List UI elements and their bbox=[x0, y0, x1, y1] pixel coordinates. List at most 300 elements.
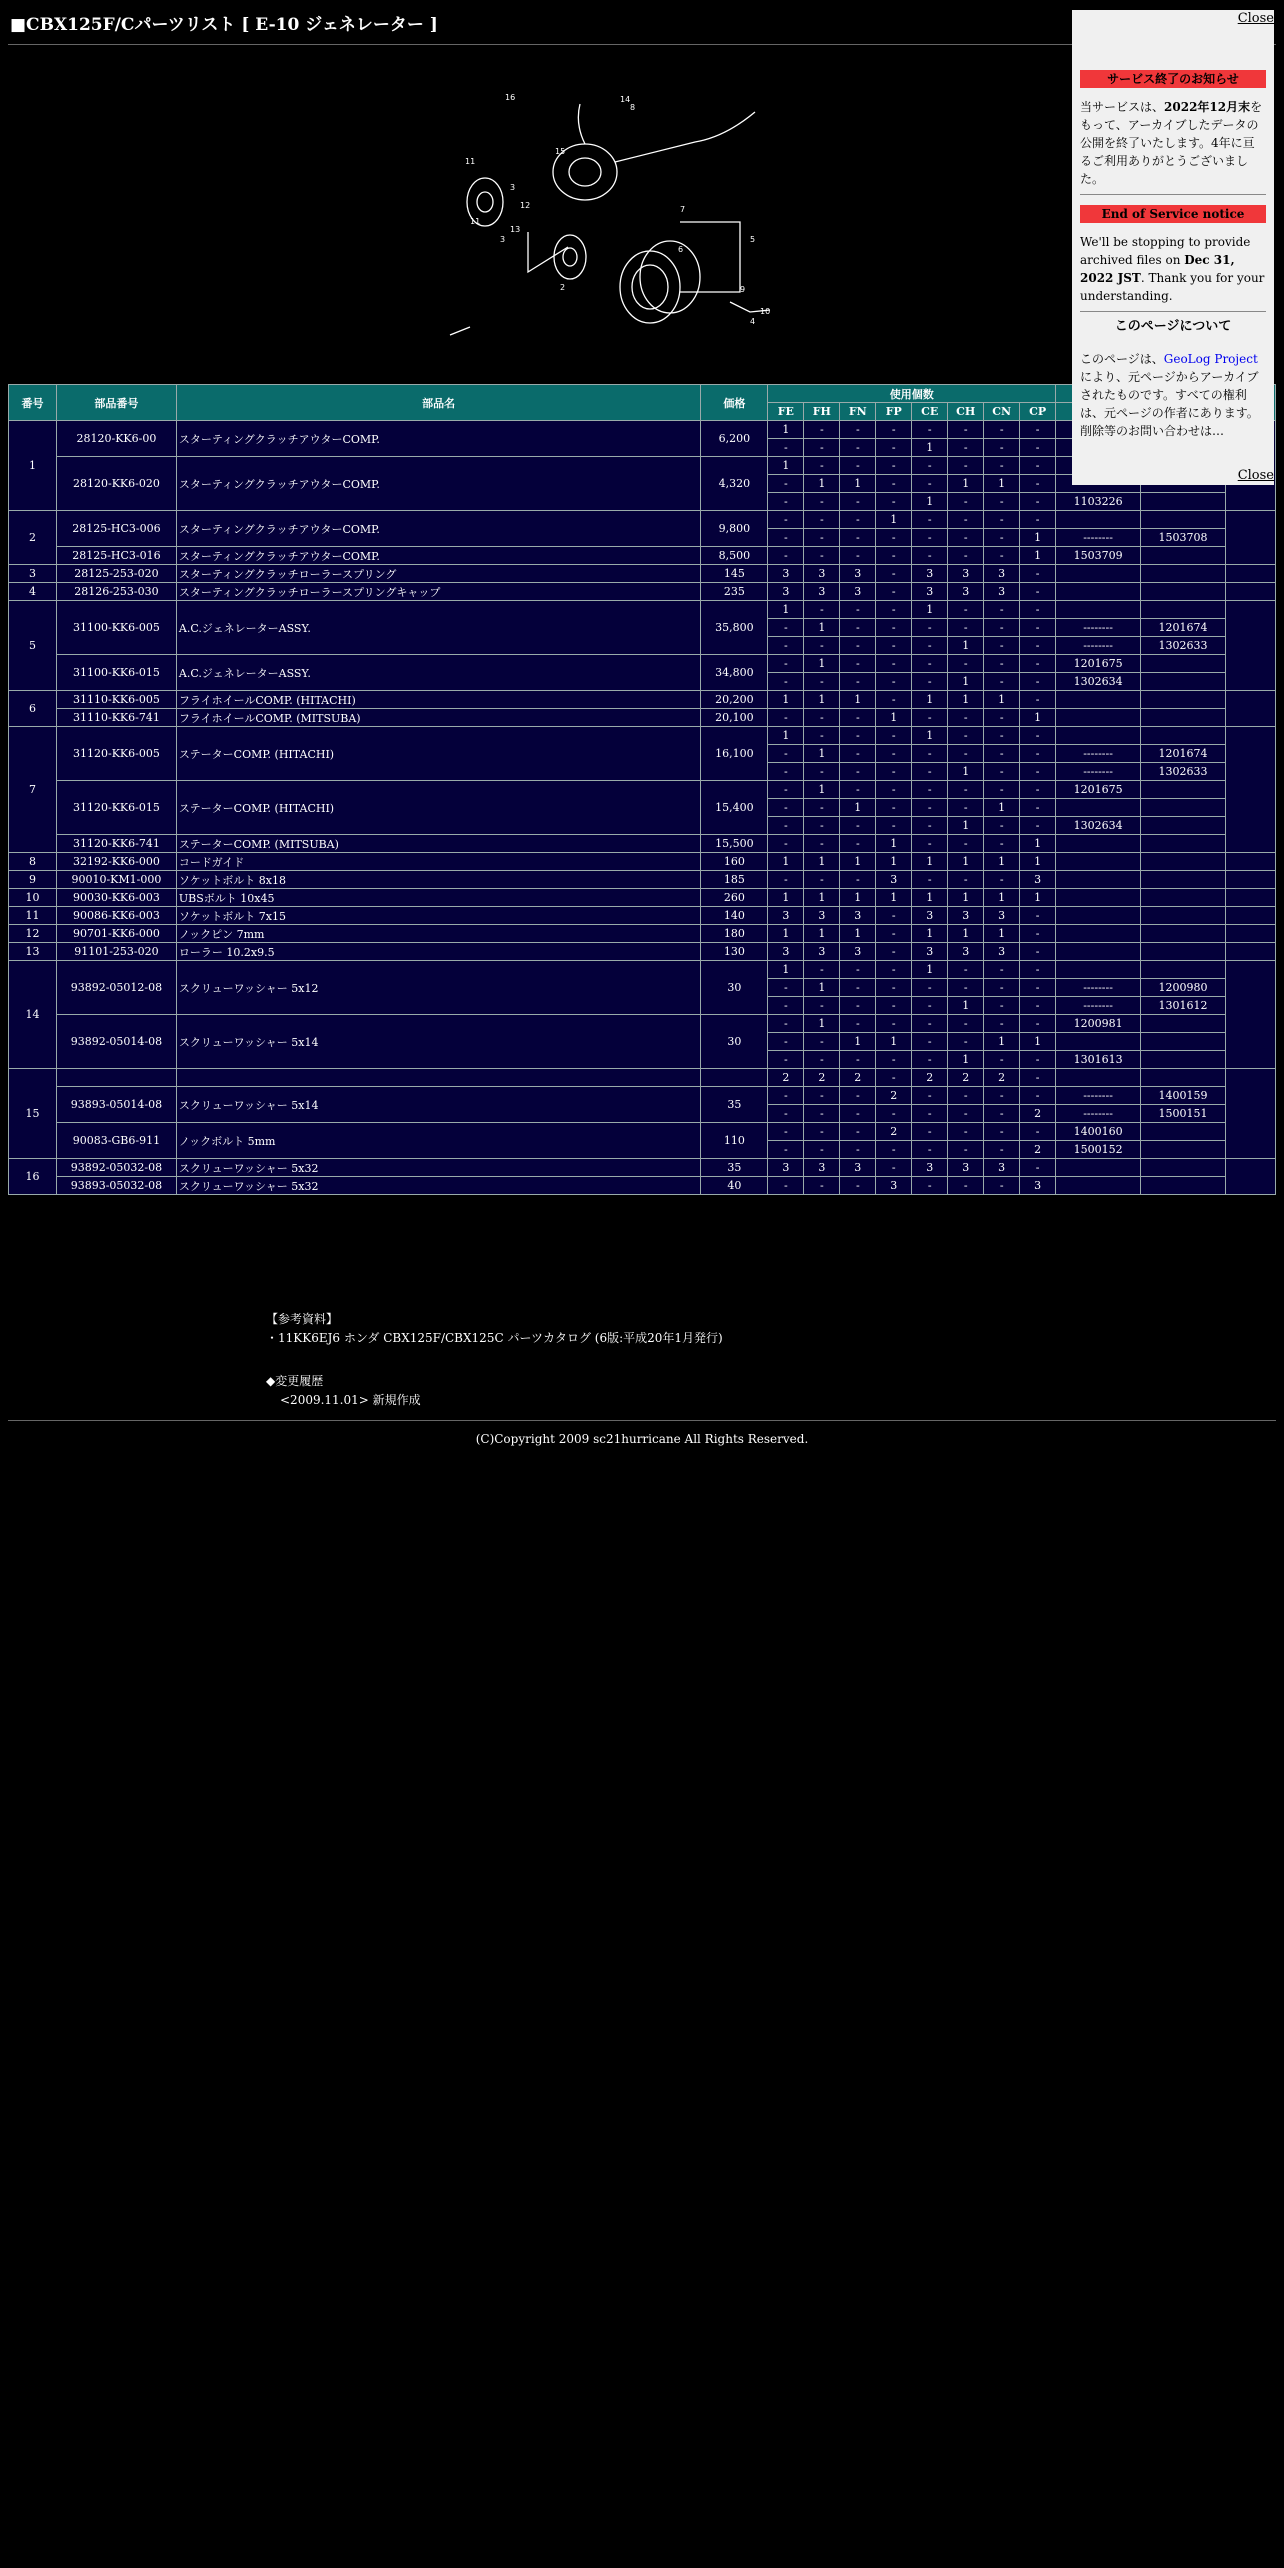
cell-usage: 1 bbox=[804, 979, 840, 997]
cell-frame bbox=[1056, 871, 1141, 889]
cell-part-no: 28125-HC3-006 bbox=[56, 511, 176, 547]
cell-frame bbox=[1056, 943, 1141, 961]
cell-note bbox=[1226, 1159, 1276, 1195]
cell-usage: - bbox=[840, 655, 876, 673]
cell-usage: - bbox=[876, 997, 912, 1015]
cell-usage: - bbox=[948, 601, 984, 619]
col-header-part-name: 部品名 bbox=[176, 385, 701, 421]
cell-part-no: 28126-253-030 bbox=[56, 583, 176, 601]
cell-usage: 3 bbox=[912, 943, 948, 961]
cell-frame bbox=[1141, 547, 1226, 565]
cell-usage: - bbox=[804, 1123, 840, 1141]
cell-price: 16,100 bbox=[701, 727, 768, 781]
cell-usage: 2 bbox=[1020, 1141, 1056, 1159]
cell-usage: - bbox=[984, 619, 1020, 637]
cell-frame: 1201674 bbox=[1141, 619, 1226, 637]
cell-frame bbox=[1141, 583, 1226, 601]
cell-usage: 1 bbox=[804, 745, 840, 763]
cell-usage: - bbox=[840, 601, 876, 619]
cell-frame bbox=[1056, 583, 1141, 601]
references-heading: 【参考資料】 bbox=[266, 1312, 339, 1326]
cell-usage: - bbox=[1020, 979, 1056, 997]
cell-usage: - bbox=[876, 1159, 912, 1177]
cell-usage: - bbox=[912, 763, 948, 781]
cell-price: 40 bbox=[701, 1177, 768, 1195]
cell-frame: 1500152 bbox=[1056, 1141, 1141, 1159]
cell-price: 9,800 bbox=[701, 511, 768, 547]
cell-usage: 1 bbox=[768, 601, 804, 619]
cell-usage: 1 bbox=[1020, 835, 1056, 853]
cell-usage: - bbox=[912, 673, 948, 691]
cell-usage: - bbox=[948, 781, 984, 799]
cell-usage: - bbox=[948, 493, 984, 511]
cell-frame bbox=[1056, 925, 1141, 943]
cell-frame: 1302634 bbox=[1056, 817, 1141, 835]
cell-usage: - bbox=[948, 511, 984, 529]
cell-usage: 1 bbox=[912, 727, 948, 745]
cell-usage: - bbox=[840, 1015, 876, 1033]
cell-usage: - bbox=[1020, 1069, 1056, 1087]
table-row bbox=[9, 547, 1276, 565]
references-item: ・11KK6EJ6 ホンダ CBX125F/CBX125C パーツカタログ (6版:平成20年1月発行) bbox=[266, 1331, 723, 1345]
cell-frame: -------- bbox=[1056, 529, 1141, 547]
cell-part-no: 91101-253-020 bbox=[56, 943, 176, 961]
cell-usage: - bbox=[1020, 1015, 1056, 1033]
cell-usage: 1 bbox=[984, 475, 1020, 493]
cell-usage: 1 bbox=[948, 475, 984, 493]
cell-usage: - bbox=[768, 763, 804, 781]
cell-frame bbox=[1056, 601, 1141, 619]
cell-usage: - bbox=[948, 1105, 984, 1123]
cell-usage: 3 bbox=[768, 583, 804, 601]
cell-usage: 3 bbox=[912, 565, 948, 583]
cell-price: 145 bbox=[701, 565, 768, 583]
cell-frame: 1503708 bbox=[1141, 529, 1226, 547]
cell-usage: - bbox=[876, 1015, 912, 1033]
col-header-part-no: 部品番号 bbox=[56, 385, 176, 421]
cell-usage: - bbox=[804, 709, 840, 727]
cell-usage: - bbox=[876, 691, 912, 709]
cell-usage: - bbox=[912, 1087, 948, 1105]
callout-11: 11 bbox=[465, 157, 476, 166]
cell-part-no: 28120-KK6-020 bbox=[56, 457, 176, 511]
cell-usage: 3 bbox=[840, 943, 876, 961]
cell-usage: - bbox=[804, 961, 840, 979]
col-header-price: 価格 bbox=[701, 385, 768, 421]
cell-part-no: 90086-KK6-003 bbox=[56, 907, 176, 925]
cell-usage: - bbox=[840, 1177, 876, 1195]
table-row bbox=[9, 1015, 1276, 1033]
cell-usage: - bbox=[984, 673, 1020, 691]
cell-usage: - bbox=[768, 709, 804, 727]
table-row bbox=[9, 709, 1276, 727]
cell-usage: - bbox=[948, 547, 984, 565]
cell-usage: - bbox=[1020, 817, 1056, 835]
cell-usage: - bbox=[912, 637, 948, 655]
cell-frame bbox=[1141, 925, 1226, 943]
cell-frame: -------- bbox=[1056, 745, 1141, 763]
cell-note bbox=[1226, 511, 1276, 565]
cell-usage: 2 bbox=[804, 1069, 840, 1087]
cell-usage: - bbox=[804, 637, 840, 655]
cell-part-name: スターティングクラッチローラースプリングキャップ bbox=[176, 583, 701, 601]
cell-frame bbox=[1056, 1033, 1141, 1051]
cell-usage: - bbox=[1020, 727, 1056, 745]
cell-part-name: スターティングクラッチアウターCOMP. bbox=[176, 547, 701, 565]
cell-usage: - bbox=[876, 673, 912, 691]
cell-usage: - bbox=[876, 907, 912, 925]
cell-usage: - bbox=[840, 421, 876, 439]
cell-frame bbox=[1141, 1159, 1226, 1177]
cell-usage: - bbox=[840, 439, 876, 457]
cell-usage: - bbox=[1020, 781, 1056, 799]
callout-12: 12 bbox=[520, 201, 531, 210]
cell-note bbox=[1226, 583, 1276, 601]
cell-usage: - bbox=[984, 511, 1020, 529]
cell-usage: 1 bbox=[804, 853, 840, 871]
cell-usage: 1 bbox=[912, 889, 948, 907]
cell-usage: - bbox=[876, 637, 912, 655]
cell-usage: - bbox=[948, 835, 984, 853]
cell-usage: - bbox=[876, 799, 912, 817]
cell-usage: 1 bbox=[768, 691, 804, 709]
cell-usage: 1 bbox=[912, 853, 948, 871]
cell-usage: - bbox=[876, 583, 912, 601]
table-row bbox=[9, 961, 1276, 979]
cell-usage: - bbox=[840, 1141, 876, 1159]
cell-usage: - bbox=[840, 673, 876, 691]
cell-frame: -------- bbox=[1056, 1087, 1141, 1105]
cell-usage: 1 bbox=[876, 709, 912, 727]
cell-part-no: 31100-KK6-015 bbox=[56, 655, 176, 691]
cell-usage: - bbox=[984, 637, 1020, 655]
col-header-model: CP bbox=[1020, 403, 1056, 421]
cell-part-name: UBSボルト 10x45 bbox=[176, 889, 701, 907]
cell-usage: - bbox=[876, 745, 912, 763]
cell-frame: -------- bbox=[1056, 637, 1141, 655]
cell-part-no: 31100-KK6-005 bbox=[56, 601, 176, 655]
notice-jp-title: サービス終了のお知らせ bbox=[1080, 70, 1266, 88]
cell-usage: - bbox=[912, 1051, 948, 1069]
cell-usage: - bbox=[804, 817, 840, 835]
cell-usage: 1 bbox=[984, 691, 1020, 709]
cell-usage: - bbox=[768, 1015, 804, 1033]
table-row bbox=[9, 925, 1276, 943]
cell-price: 235 bbox=[701, 583, 768, 601]
parts-table bbox=[8, 384, 1276, 1195]
close-button-top[interactable]: Close bbox=[1237, 11, 1274, 26]
cell-usage: 1 bbox=[840, 853, 876, 871]
cell-usage: 2 bbox=[876, 1087, 912, 1105]
cell-frame bbox=[1141, 961, 1226, 979]
cell-part-name: スクリューワッシャー 5x32 bbox=[176, 1177, 701, 1195]
history-item: <2009.11.01> 新規作成 bbox=[280, 1393, 421, 1407]
cell-usage: - bbox=[840, 619, 876, 637]
cell-no: 2 bbox=[9, 511, 57, 565]
cell-usage: - bbox=[1020, 493, 1056, 511]
cell-usage: - bbox=[804, 439, 840, 457]
cell-usage: - bbox=[876, 439, 912, 457]
cell-usage: 1 bbox=[804, 619, 840, 637]
cell-usage: 3 bbox=[804, 583, 840, 601]
cell-no: 10 bbox=[9, 889, 57, 907]
cell-price: 130 bbox=[701, 943, 768, 961]
cell-usage: - bbox=[948, 871, 984, 889]
cell-usage: 1 bbox=[1020, 529, 1056, 547]
cell-usage: 1 bbox=[876, 511, 912, 529]
cell-usage: 1 bbox=[876, 835, 912, 853]
cell-usage: - bbox=[948, 1015, 984, 1033]
cell-note bbox=[1226, 907, 1276, 925]
cell-usage: - bbox=[948, 439, 984, 457]
cell-frame: 1301612 bbox=[1141, 997, 1226, 1015]
notice-en-body: We'll be stopping to provide archived files on Dec 31, 2022 JST. Thank you for your understanding. bbox=[1080, 235, 1265, 303]
cell-usage: - bbox=[840, 547, 876, 565]
cell-usage: - bbox=[1020, 763, 1056, 781]
cell-frame: 1200980 bbox=[1141, 979, 1226, 997]
cell-usage: 1 bbox=[876, 1033, 912, 1051]
cell-usage: - bbox=[1020, 637, 1056, 655]
cell-usage: - bbox=[1020, 997, 1056, 1015]
cell-usage: 2 bbox=[768, 1069, 804, 1087]
table-row bbox=[9, 1177, 1276, 1195]
cell-usage: - bbox=[876, 979, 912, 997]
cell-usage: 3 bbox=[1020, 871, 1056, 889]
cell-usage: 1 bbox=[1020, 709, 1056, 727]
cell-usage: 3 bbox=[876, 1177, 912, 1195]
cell-frame: 1201675 bbox=[1056, 781, 1141, 799]
cell-part-name: ローラー 10.2x9.5 bbox=[176, 943, 701, 961]
cell-frame bbox=[1141, 799, 1226, 817]
col-header-model: FH bbox=[804, 403, 840, 421]
cell-no: 7 bbox=[9, 727, 57, 853]
cell-frame bbox=[1056, 1177, 1141, 1195]
callout-7: 7 bbox=[680, 205, 686, 214]
cell-frame bbox=[1056, 709, 1141, 727]
cell-usage: - bbox=[768, 547, 804, 565]
cell-usage: 1 bbox=[804, 781, 840, 799]
callout-13: 13 bbox=[510, 225, 521, 234]
cell-usage: - bbox=[768, 637, 804, 655]
cell-frame bbox=[1141, 889, 1226, 907]
cell-usage: 3 bbox=[984, 583, 1020, 601]
cell-usage: 1 bbox=[1020, 547, 1056, 565]
cell-usage: - bbox=[840, 709, 876, 727]
cell-part-no: 28125-253-020 bbox=[56, 565, 176, 583]
cell-usage: 3 bbox=[804, 907, 840, 925]
cell-usage: - bbox=[948, 655, 984, 673]
geolog-link[interactable]: GeoLog Project bbox=[1163, 352, 1258, 366]
cell-usage: - bbox=[912, 457, 948, 475]
cell-usage: 3 bbox=[840, 583, 876, 601]
cell-usage: 1 bbox=[948, 763, 984, 781]
col-header-model: FN bbox=[840, 403, 876, 421]
cell-usage: - bbox=[1020, 799, 1056, 817]
cell-usage: - bbox=[840, 961, 876, 979]
cell-part-name: スクリューワッシャー 5x14 bbox=[176, 1015, 701, 1069]
cell-usage: 1 bbox=[804, 925, 840, 943]
cell-usage: - bbox=[876, 475, 912, 493]
cell-frame bbox=[1141, 565, 1226, 583]
cell-usage: - bbox=[876, 421, 912, 439]
cell-usage: - bbox=[876, 1141, 912, 1159]
cell-usage: - bbox=[1020, 511, 1056, 529]
cell-usage: - bbox=[768, 619, 804, 637]
cell-no: 6 bbox=[9, 691, 57, 727]
cell-usage: 3 bbox=[948, 565, 984, 583]
cell-usage: - bbox=[804, 1051, 840, 1069]
cell-usage: 2 bbox=[1020, 1105, 1056, 1123]
cell-usage: - bbox=[840, 1051, 876, 1069]
cell-usage: - bbox=[840, 727, 876, 745]
cell-usage: - bbox=[984, 961, 1020, 979]
cell-part-name: スターティングクラッチアウターCOMP. bbox=[176, 457, 701, 511]
cell-note bbox=[1226, 871, 1276, 889]
cell-part-no: 93892-05012-08 bbox=[56, 961, 176, 1015]
cell-usage: - bbox=[804, 529, 840, 547]
cell-usage: - bbox=[876, 565, 912, 583]
cell-part-no: 31110-KK6-005 bbox=[56, 691, 176, 709]
cell-usage: - bbox=[768, 979, 804, 997]
cell-usage: - bbox=[912, 745, 948, 763]
cell-usage: - bbox=[1020, 1087, 1056, 1105]
cell-usage: - bbox=[984, 1051, 1020, 1069]
cell-part-no: 31120-KK6-741 bbox=[56, 835, 176, 853]
cell-frame: 1400159 bbox=[1141, 1087, 1226, 1105]
cell-usage: 1 bbox=[984, 799, 1020, 817]
cell-no: 4 bbox=[9, 583, 57, 601]
callout-4: 4 bbox=[750, 317, 756, 326]
callout-8: 8 bbox=[630, 103, 636, 112]
cell-usage: 1 bbox=[1020, 853, 1056, 871]
cell-usage: - bbox=[804, 547, 840, 565]
cell-frame bbox=[1141, 655, 1226, 673]
cell-frame bbox=[1056, 799, 1141, 817]
cell-usage: - bbox=[984, 1015, 1020, 1033]
cell-usage: 1 bbox=[984, 1033, 1020, 1051]
cell-part-name: ノックピン 7mm bbox=[176, 925, 701, 943]
cell-usage: - bbox=[984, 817, 1020, 835]
cell-usage: - bbox=[984, 547, 1020, 565]
cell-no: 15 bbox=[9, 1069, 57, 1159]
col-header-model: CE bbox=[912, 403, 948, 421]
cell-usage: - bbox=[912, 1105, 948, 1123]
cell-usage: 3 bbox=[768, 907, 804, 925]
cell-usage: - bbox=[1020, 475, 1056, 493]
cell-part-no: 90083-GB6-911 bbox=[56, 1123, 176, 1159]
cell-frame: -------- bbox=[1056, 979, 1141, 997]
cell-no: 3 bbox=[9, 565, 57, 583]
cell-frame: 1400160 bbox=[1056, 1123, 1141, 1141]
references bbox=[266, 1310, 723, 1348]
cell-usage: - bbox=[948, 727, 984, 745]
cell-usage: - bbox=[876, 493, 912, 511]
cell-usage: 3 bbox=[948, 1159, 984, 1177]
cell-usage: 1 bbox=[1020, 889, 1056, 907]
about-body: このページは、GeoLog Projectにより、元ページからアーカイブされたものです。すべての権利は、元ページの作者にあります。削除等のお問い合わせは… bbox=[1080, 352, 1259, 438]
cell-usage: - bbox=[984, 763, 1020, 781]
cell-frame: 1200981 bbox=[1056, 1015, 1141, 1033]
change-history bbox=[266, 1372, 421, 1410]
cell-usage: - bbox=[804, 493, 840, 511]
cell-usage: - bbox=[768, 745, 804, 763]
cell-usage: - bbox=[912, 871, 948, 889]
cell-part-no: 93892-05014-08 bbox=[56, 1015, 176, 1069]
cell-frame bbox=[1056, 889, 1141, 907]
close-button-bottom[interactable]: Close bbox=[1237, 468, 1274, 483]
cell-usage: - bbox=[1020, 925, 1056, 943]
cell-usage: 3 bbox=[948, 583, 984, 601]
cell-usage: - bbox=[948, 1123, 984, 1141]
cell-usage: - bbox=[948, 745, 984, 763]
cell-usage: - bbox=[840, 997, 876, 1015]
cell-part-name: スターティングクラッチアウターCOMP. bbox=[176, 421, 701, 457]
cell-part-name: フライホイールCOMP. (MITSUBA) bbox=[176, 709, 701, 727]
cell-usage: - bbox=[1020, 439, 1056, 457]
cell-part-no: 28120-KK6-00 bbox=[56, 421, 176, 457]
cell-usage: - bbox=[912, 1177, 948, 1195]
cell-usage: 2 bbox=[948, 1069, 984, 1087]
callout-9: 9 bbox=[740, 285, 746, 294]
cell-usage: - bbox=[804, 763, 840, 781]
cell-part-name: A.C.ジェネレーターASSY. bbox=[176, 655, 701, 691]
cell-usage: - bbox=[768, 439, 804, 457]
cell-usage: - bbox=[840, 511, 876, 529]
table-row bbox=[9, 1123, 1276, 1141]
cell-frame bbox=[1141, 1069, 1226, 1087]
cell-part-no: 93893-05014-08 bbox=[56, 1087, 176, 1123]
cell-frame bbox=[1141, 1015, 1226, 1033]
cell-frame bbox=[1056, 1069, 1141, 1087]
table-row bbox=[9, 853, 1276, 871]
cell-usage: - bbox=[840, 1105, 876, 1123]
cell-frame bbox=[1141, 835, 1226, 853]
cell-usage: 1 bbox=[1020, 1033, 1056, 1051]
cell-no: 16 bbox=[9, 1159, 57, 1195]
cell-usage: 1 bbox=[876, 853, 912, 871]
cell-usage: 3 bbox=[804, 1159, 840, 1177]
cell-usage: - bbox=[912, 547, 948, 565]
cell-usage: 3 bbox=[1020, 1177, 1056, 1195]
cell-note bbox=[1226, 925, 1276, 943]
cell-frame bbox=[1141, 511, 1226, 529]
cell-usage: - bbox=[984, 1087, 1020, 1105]
cell-usage: 1 bbox=[948, 889, 984, 907]
cell-frame: 1301613 bbox=[1056, 1051, 1141, 1069]
cell-frame: -------- bbox=[1056, 997, 1141, 1015]
cell-price: 180 bbox=[701, 925, 768, 943]
cell-usage: - bbox=[804, 871, 840, 889]
cell-no: 11 bbox=[9, 907, 57, 925]
cell-frame bbox=[1141, 1033, 1226, 1051]
cell-frame: 1503709 bbox=[1056, 547, 1141, 565]
cell-frame bbox=[1141, 1141, 1226, 1159]
cell-usage: 1 bbox=[768, 925, 804, 943]
cell-usage: 2 bbox=[912, 1069, 948, 1087]
cell-usage: - bbox=[912, 979, 948, 997]
cell-usage: 1 bbox=[840, 925, 876, 943]
cell-usage: 1 bbox=[984, 925, 1020, 943]
cell-usage: - bbox=[768, 997, 804, 1015]
col-header-model: FE bbox=[768, 403, 804, 421]
cell-usage: - bbox=[768, 1087, 804, 1105]
cell-usage: - bbox=[984, 1105, 1020, 1123]
cell-usage: - bbox=[912, 817, 948, 835]
cell-usage: - bbox=[984, 655, 1020, 673]
cell-frame: 1201674 bbox=[1141, 745, 1226, 763]
cell-usage: - bbox=[840, 763, 876, 781]
cell-usage: - bbox=[912, 799, 948, 817]
